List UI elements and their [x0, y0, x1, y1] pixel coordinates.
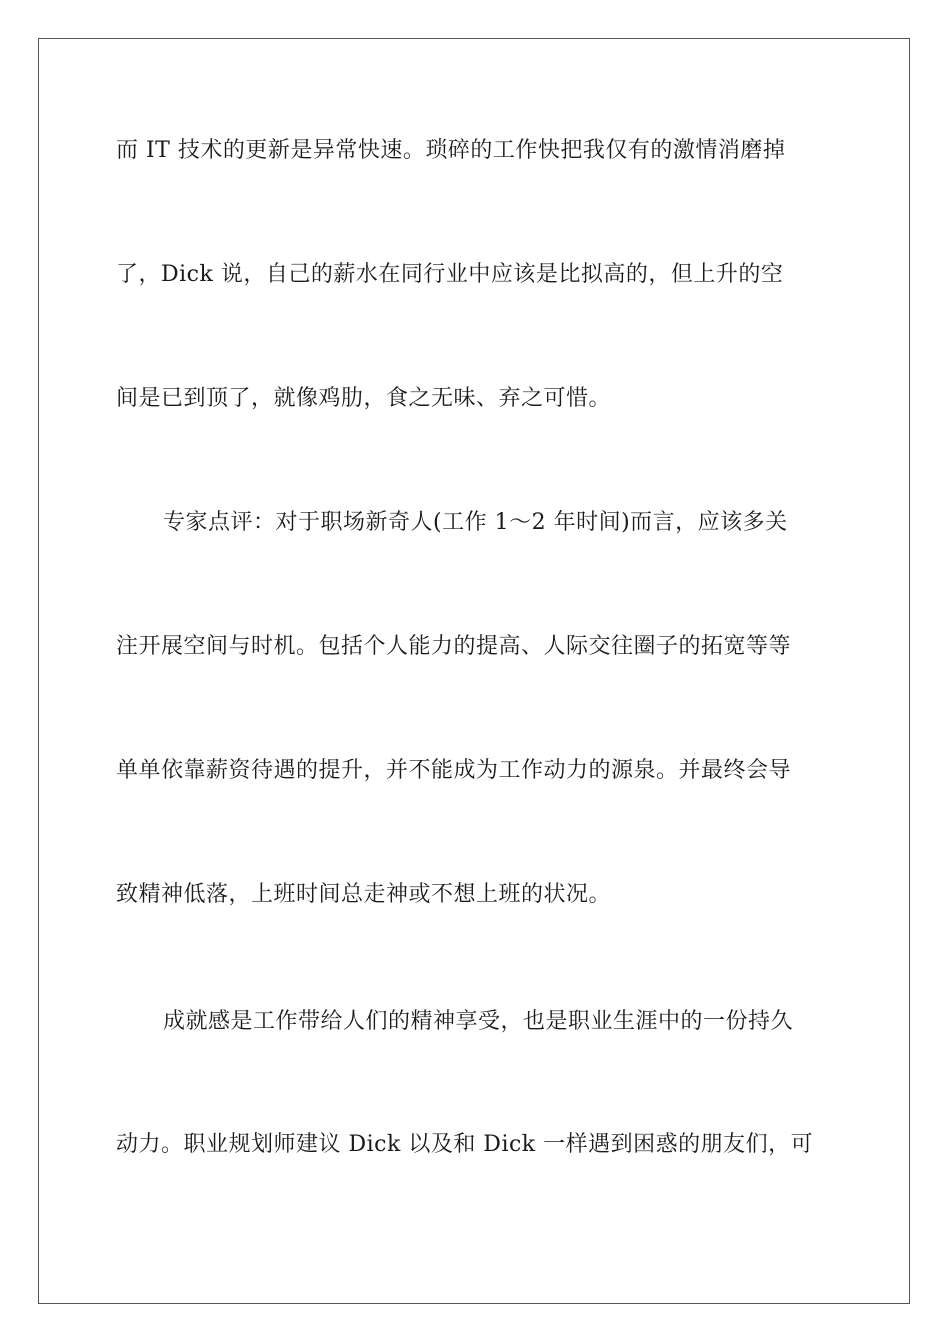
text-line: 致精神低落，上班时间总走神或不想上班的状况。 [116, 882, 612, 907]
paragraph-start-line: 专家点评：对于职场新奇人(工作 1～2 年时间)而言，应该多关 [163, 510, 788, 535]
page-border [38, 38, 910, 1304]
text-line: 了，Dick 说，自己的薪水在同行业中应该是比拟高的，但上升的空 [116, 262, 784, 287]
text-line: 而 IT 技术的更新是异常快速。琐碎的工作快把我仅有的激情消磨掉 [116, 138, 786, 163]
text-line: 单单依靠薪资待遇的提升，并不能成为工作动力的源泉。并最终会导 [116, 758, 792, 783]
text-line: 注开展空间与时机。包括个人能力的提高、人际交往圈子的拓宽等等 [116, 634, 792, 659]
paragraph-start-line: 成就感是工作带给人们的精神享受，也是职业生涯中的一份持久 [163, 1009, 794, 1034]
text-line: 动力。职业规划师建议 Dick 以及和 Dick 一样遇到困惑的朋友们，可 [116, 1132, 814, 1157]
text-line: 间是已到顶了，就像鸡肋，食之无味、弃之可惜。 [116, 386, 612, 411]
